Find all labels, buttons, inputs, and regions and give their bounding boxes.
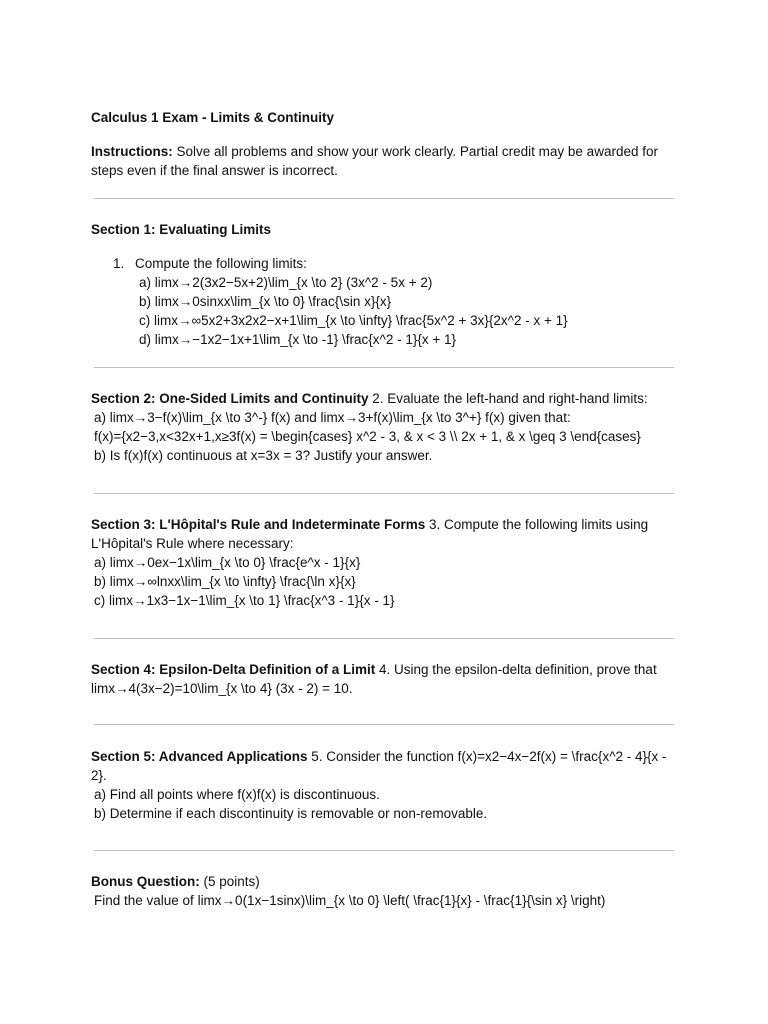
section-5-heading <box>91 747 681 785</box>
exam-document <box>91 108 681 910</box>
instructions-label: Instructions: <box>91 144 173 159</box>
bonus-points: (5 points) <box>199 874 260 889</box>
section-3-heading <box>91 515 681 553</box>
section-3-heading-text: Section 3: L'Hôpital's Rule and Indeterminate Forms <box>91 517 426 532</box>
question-4-text: 4. Using the epsilon-delta definition, prove that limx→4(3x−2)=10\lim_{x \to 4} (3x - 2) = 10. <box>91 662 657 696</box>
divider-5 <box>94 724 674 725</box>
question-3a: a) limx→0ex−1x\lim_{x \to 0} \frac{e^x - 1}{x} <box>94 555 361 570</box>
section-1-heading <box>91 220 681 239</box>
question-3b: b) limx→∞lnxx\lim_{x \to \infty} \frac{\ln x}{x} <box>94 574 356 589</box>
section-2-heading <box>91 389 681 408</box>
section-4-heading <box>91 660 681 698</box>
question-1-text: Compute the following limits: <box>135 256 307 271</box>
question-3c: c) limx→1x3−1x−1\lim_{x \to 1} \frac{x^3 - 1}{x - 1} <box>94 593 395 608</box>
divider-2 <box>94 367 674 368</box>
question-1d: d) limx→−1x2−1x+1\lim_{x \to -1} \frac{x^2 - 1}{x + 1} <box>139 332 456 347</box>
bonus-heading-text: Bonus Question: <box>91 874 200 889</box>
question-3-text: 3. Compute the following limits using L'Hôpital's Rule where necessary: <box>91 517 649 551</box>
instructions-text: Solve all problems and show your work clearly. Partial credit may be awarded for steps even if the final answer is incorrect. <box>91 144 658 178</box>
divider-1 <box>94 198 674 199</box>
question-1-number: 1. <box>113 256 125 271</box>
exam-title <box>91 108 681 127</box>
section-5-heading-text: Section 5: Advanced Applications <box>91 749 308 764</box>
question-5-text: 5. Consider the function f(x)=x2−4x−2f(x) = \frac{x^2 - 4}{x - 2}. <box>91 749 667 783</box>
section-1-heading-text: Section 1: Evaluating Limits <box>91 222 272 237</box>
piecewise-function: f(x)={x2−3,x<32x+1,x≥3f(x) = \begin{cases} x^2 - 3, & x < 3 \\ 2x + 1, & x \geq 3 \end{cases} <box>94 429 641 444</box>
divider-3 <box>94 493 674 494</box>
divider-6 <box>94 850 674 851</box>
question-1b: b) limx→0sinxx\lim_{x \to 0} \frac{\sin x}{x} <box>139 294 392 309</box>
question-1c: c) limx→∞5x2+3x2x2−x+1\lim_{x \to \infty} \frac{5x^2 + 3x}{2x^2 - x + 1} <box>139 313 568 328</box>
divider-4 <box>94 638 674 639</box>
section-2-heading-text: Section 2: One-Sided Limits and Continuity <box>91 391 369 406</box>
question-2b: b) Is f(x)f(x) continuous at x=3x = 3? Justify your answer. <box>94 448 433 463</box>
question-2-text: 2. Evaluate the left-hand and right-hand limits: <box>368 391 648 406</box>
section-4-heading-text: Section 4: Epsilon-Delta Definition of a Limit <box>91 662 376 677</box>
question-1 <box>91 254 681 273</box>
question-5a: a) Find all points where f(x)f(x) is discontinuous. <box>94 787 380 802</box>
bonus-question: Find the value of limx→0(1x−1sinx)\lim_{x \to 0} \left( \frac{1}{x} - \frac{1}{\sin x} \right) <box>94 893 606 908</box>
question-1a: a) limx→2(3x2−5x+2)\lim_{x \to 2} (3x^2 - 5x + 2) <box>139 275 433 290</box>
question-5b: b) Determine if each discontinuity is removable or non-removable. <box>94 806 488 821</box>
instructions <box>91 142 681 180</box>
bonus-heading <box>91 872 681 891</box>
question-2a: a) limx→3−f(x)\lim_{x \to 3^-} f(x) and limx→3+f(x)\lim_{x \to 3^+} f(x) given that: <box>94 410 571 425</box>
exam-title-text: Calculus 1 Exam - Limits & Continuity <box>91 110 335 125</box>
